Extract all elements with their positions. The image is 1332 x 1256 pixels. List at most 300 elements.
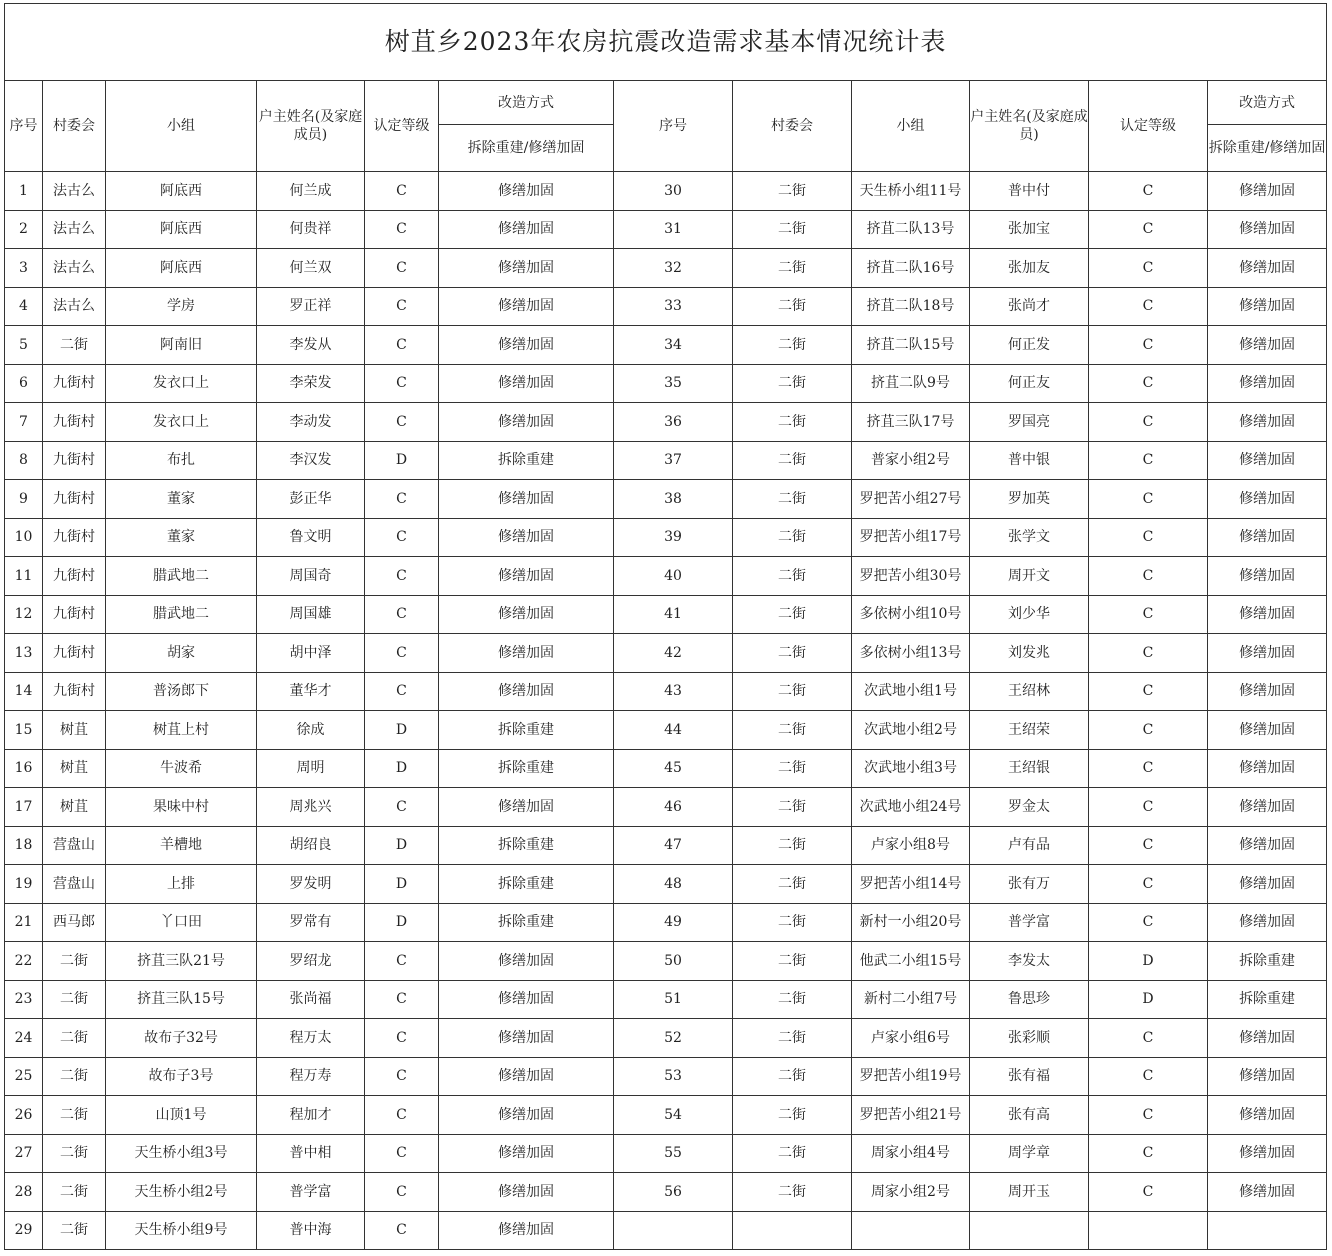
header-owner: 户主姓名(及家庭成员)	[257, 81, 365, 172]
table-row	[5, 595, 1327, 634]
cell-right-village: 二街	[733, 403, 852, 442]
cell-right-seq	[614, 1211, 733, 1250]
cell-left-level: D	[365, 711, 439, 750]
cell-left-village: 法古么	[43, 210, 106, 249]
cell-left-level: C	[365, 518, 439, 557]
cell-left-seq: 3	[5, 249, 43, 288]
cell-right-level: C	[1089, 826, 1208, 865]
cell-right-level	[1089, 1211, 1208, 1250]
cell-right-level: C	[1089, 403, 1208, 442]
cell-right-village: 二街	[733, 480, 852, 519]
cell-left-level: C	[365, 1096, 439, 1135]
cell-right-owner: 刘少华	[970, 595, 1089, 634]
cell-left-village: 九街村	[43, 518, 106, 557]
cell-right-group: 挤苴二队18号	[852, 287, 970, 326]
cell-right-seq: 47	[614, 826, 733, 865]
cell-left-method: 修缮加固	[439, 480, 614, 519]
cell-right-owner: 周开玉	[970, 1173, 1089, 1212]
table-row	[5, 788, 1327, 827]
cell-left-seq: 6	[5, 364, 43, 403]
header-group-right: 小组	[852, 81, 970, 172]
cell-left-seq: 8	[5, 441, 43, 480]
cell-left-level: C	[365, 942, 439, 981]
cell-right-level: C	[1089, 480, 1208, 519]
cell-right-group: 挤苴三队17号	[852, 403, 970, 442]
cell-left-seq: 29	[5, 1211, 43, 1250]
cell-left-level: C	[365, 634, 439, 673]
cell-left-village: 九街村	[43, 595, 106, 634]
cell-right-group: 挤苴二队9号	[852, 364, 970, 403]
table-row	[5, 326, 1327, 365]
cell-right-group: 卢家小组8号	[852, 826, 970, 865]
cell-left-level: C	[365, 788, 439, 827]
cell-right-group: 多依树小组10号	[852, 595, 970, 634]
cell-left-owner: 何兰成	[257, 172, 365, 211]
cell-right-seq: 34	[614, 326, 733, 365]
cell-left-seq: 27	[5, 1134, 43, 1173]
cell-left-method: 修缮加固	[439, 1019, 614, 1058]
cell-left-method: 修缮加固	[439, 172, 614, 211]
cell-right-seq: 42	[614, 634, 733, 673]
cell-left-seq: 19	[5, 865, 43, 904]
cell-right-method: 修缮加固	[1208, 441, 1327, 480]
cell-right-method: 修缮加固	[1208, 364, 1327, 403]
cell-left-group: 阿底西	[106, 249, 257, 288]
cell-right-method: 修缮加固	[1208, 672, 1327, 711]
cell-right-method	[1208, 1211, 1327, 1250]
cell-right-method: 修缮加固	[1208, 1173, 1327, 1212]
table-row	[5, 980, 1327, 1019]
cell-right-seq: 52	[614, 1019, 733, 1058]
cell-left-village: 九街村	[43, 634, 106, 673]
cell-right-level: C	[1089, 634, 1208, 673]
header-method-sub: 拆除重建/修缮加固	[439, 125, 614, 172]
cell-left-village: 九街村	[43, 480, 106, 519]
cell-left-level: C	[365, 364, 439, 403]
cell-right-level: C	[1089, 865, 1208, 904]
cell-right-level: C	[1089, 672, 1208, 711]
cell-right-seq: 31	[614, 210, 733, 249]
table-row	[5, 1211, 1327, 1250]
cell-left-village: 二街	[43, 1173, 106, 1212]
cell-right-owner: 刘发兆	[970, 634, 1089, 673]
cell-right-seq: 54	[614, 1096, 733, 1135]
statistics-sheet	[4, 3, 1326, 1250]
cell-right-seq: 36	[614, 403, 733, 442]
cell-left-group: 学房	[106, 287, 257, 326]
cell-left-method: 拆除重建	[439, 903, 614, 942]
cell-right-group: 罗把苦小组17号	[852, 518, 970, 557]
cell-left-seq: 17	[5, 788, 43, 827]
cell-left-village: 九街村	[43, 672, 106, 711]
cell-left-owner: 罗绍龙	[257, 942, 365, 981]
cell-left-village: 树苴	[43, 749, 106, 788]
cell-right-village: 二街	[733, 749, 852, 788]
table-row	[5, 672, 1327, 711]
header-level-right: 认定等级	[1089, 81, 1208, 172]
cell-left-owner: 普中相	[257, 1134, 365, 1173]
cell-left-owner: 程加才	[257, 1096, 365, 1135]
cell-right-method: 修缮加固	[1208, 287, 1327, 326]
cell-left-owner: 周明	[257, 749, 365, 788]
cell-right-village: 二街	[733, 711, 852, 750]
cell-left-owner: 李动发	[257, 403, 365, 442]
cell-right-village: 二街	[733, 364, 852, 403]
cell-left-level: C	[365, 249, 439, 288]
cell-right-seq: 37	[614, 441, 733, 480]
cell-left-group: 丫口田	[106, 903, 257, 942]
cell-right-village: 二街	[733, 980, 852, 1019]
cell-right-seq: 44	[614, 711, 733, 750]
cell-left-method: 修缮加固	[439, 788, 614, 827]
cell-left-village: 营盘山	[43, 865, 106, 904]
cell-left-group: 腊武地二	[106, 595, 257, 634]
cell-left-method: 修缮加固	[439, 1057, 614, 1096]
cell-right-owner	[970, 1211, 1089, 1250]
cell-left-method: 修缮加固	[439, 326, 614, 365]
cell-left-owner: 李荣发	[257, 364, 365, 403]
cell-right-village: 二街	[733, 1019, 852, 1058]
cell-right-level: C	[1089, 326, 1208, 365]
cell-right-seq: 33	[614, 287, 733, 326]
cell-left-level: C	[365, 1019, 439, 1058]
cell-right-seq: 51	[614, 980, 733, 1019]
cell-left-level: C	[365, 1057, 439, 1096]
cell-left-seq: 21	[5, 903, 43, 942]
table-row	[5, 942, 1327, 981]
cell-left-owner: 鲁文明	[257, 518, 365, 557]
cell-left-level: C	[365, 672, 439, 711]
cell-left-seq: 26	[5, 1096, 43, 1135]
cell-left-group: 挤苴三队15号	[106, 980, 257, 1019]
cell-left-seq: 1	[5, 172, 43, 211]
cell-right-method: 修缮加固	[1208, 595, 1327, 634]
cell-right-group: 多依树小组13号	[852, 634, 970, 673]
cell-right-seq: 43	[614, 672, 733, 711]
cell-left-seq: 5	[5, 326, 43, 365]
cell-left-method: 修缮加固	[439, 672, 614, 711]
cell-left-method: 修缮加固	[439, 518, 614, 557]
cell-left-method: 修缮加固	[439, 980, 614, 1019]
cell-right-method: 修缮加固	[1208, 711, 1327, 750]
cell-right-seq: 56	[614, 1173, 733, 1212]
cell-left-level: D	[365, 865, 439, 904]
cell-right-village: 二街	[733, 249, 852, 288]
cell-left-group: 果味中村	[106, 788, 257, 827]
cell-left-village: 二街	[43, 1057, 106, 1096]
cell-right-level: C	[1089, 1173, 1208, 1212]
cell-right-owner: 张有高	[970, 1096, 1089, 1135]
table-row	[5, 172, 1327, 211]
cell-right-owner: 罗金太	[970, 788, 1089, 827]
cell-right-seq: 30	[614, 172, 733, 211]
cell-right-group: 罗把苦小组21号	[852, 1096, 970, 1135]
cell-right-group: 周家小组2号	[852, 1173, 970, 1212]
table-row	[5, 249, 1327, 288]
cell-right-level: C	[1089, 788, 1208, 827]
cell-right-owner: 卢有品	[970, 826, 1089, 865]
cell-left-method: 拆除重建	[439, 441, 614, 480]
cell-left-level: C	[365, 287, 439, 326]
cell-left-group: 天生桥小组9号	[106, 1211, 257, 1250]
cell-right-method: 修缮加固	[1208, 172, 1327, 211]
page-title: 树苴乡2023年农房抗震改造需求基本情况统计表	[5, 4, 1327, 81]
cell-right-owner: 张尚才	[970, 287, 1089, 326]
cell-left-village: 九街村	[43, 557, 106, 596]
cell-left-method: 修缮加固	[439, 1211, 614, 1250]
cell-right-group: 天生桥小组11号	[852, 172, 970, 211]
cell-right-method: 修缮加固	[1208, 480, 1327, 519]
header-village-right: 村委会	[733, 81, 852, 172]
cell-right-group: 新村二小组7号	[852, 980, 970, 1019]
cell-right-owner: 罗加英	[970, 480, 1089, 519]
cell-left-group: 故布子3号	[106, 1057, 257, 1096]
cell-right-owner: 鲁思珍	[970, 980, 1089, 1019]
cell-right-group: 普家小组2号	[852, 441, 970, 480]
cell-left-level: C	[365, 1211, 439, 1250]
cell-right-village: 二街	[733, 441, 852, 480]
cell-left-seq: 7	[5, 403, 43, 442]
cell-right-village: 二街	[733, 826, 852, 865]
cell-right-village: 二街	[733, 518, 852, 557]
cell-left-group: 山顶1号	[106, 1096, 257, 1135]
cell-left-seq: 11	[5, 557, 43, 596]
header-seq-right: 序号	[614, 81, 733, 172]
table-row	[5, 1019, 1327, 1058]
cell-left-level: C	[365, 210, 439, 249]
cell-right-group: 罗把苦小组30号	[852, 557, 970, 596]
cell-left-owner: 何贵祥	[257, 210, 365, 249]
cell-left-village: 二街	[43, 942, 106, 981]
cell-right-group: 罗把苦小组27号	[852, 480, 970, 519]
statistics-table	[4, 3, 1327, 1250]
cell-right-level: C	[1089, 749, 1208, 788]
cell-right-owner: 张有万	[970, 865, 1089, 904]
cell-right-level: C	[1089, 1134, 1208, 1173]
cell-left-group: 发衣口上	[106, 403, 257, 442]
cell-left-group: 天生桥小组2号	[106, 1173, 257, 1212]
cell-left-village: 二街	[43, 1211, 106, 1250]
cell-left-level: C	[365, 172, 439, 211]
cell-left-method: 拆除重建	[439, 826, 614, 865]
header-method-right: 改造方式	[1208, 81, 1327, 125]
cell-left-group: 牛波希	[106, 749, 257, 788]
cell-left-owner: 董华才	[257, 672, 365, 711]
table-row	[5, 865, 1327, 904]
cell-left-seq: 13	[5, 634, 43, 673]
cell-right-seq: 48	[614, 865, 733, 904]
cell-right-group: 卢家小组6号	[852, 1019, 970, 1058]
cell-left-seq: 18	[5, 826, 43, 865]
cell-right-method: 拆除重建	[1208, 980, 1327, 1019]
header-owner-right: 户主姓名(及家庭成员)	[970, 81, 1089, 172]
cell-left-village: 二街	[43, 1134, 106, 1173]
header-method-sub-right: 拆除重建/修缮加固	[1208, 125, 1327, 172]
cell-left-level: D	[365, 903, 439, 942]
cell-right-owner: 王绍荣	[970, 711, 1089, 750]
cell-left-seq: 14	[5, 672, 43, 711]
table-row	[5, 903, 1327, 942]
cell-right-method: 修缮加固	[1208, 403, 1327, 442]
cell-left-group: 树苴上村	[106, 711, 257, 750]
cell-right-owner: 李发太	[970, 942, 1089, 981]
table-row	[5, 826, 1327, 865]
cell-left-owner: 罗正祥	[257, 287, 365, 326]
cell-right-method: 修缮加固	[1208, 557, 1327, 596]
cell-right-village: 二街	[733, 1134, 852, 1173]
cell-left-method: 修缮加固	[439, 1096, 614, 1135]
cell-left-owner: 程万寿	[257, 1057, 365, 1096]
cell-right-level: C	[1089, 518, 1208, 557]
cell-right-level: C	[1089, 557, 1208, 596]
header-level: 认定等级	[365, 81, 439, 172]
cell-left-owner: 周兆兴	[257, 788, 365, 827]
cell-right-level: C	[1089, 1019, 1208, 1058]
cell-left-method: 修缮加固	[439, 634, 614, 673]
cell-right-village: 二街	[733, 287, 852, 326]
table-row	[5, 1173, 1327, 1212]
cell-right-owner: 张加友	[970, 249, 1089, 288]
cell-left-village: 法古么	[43, 287, 106, 326]
table-row	[5, 557, 1327, 596]
cell-right-group	[852, 1211, 970, 1250]
cell-left-seq: 15	[5, 711, 43, 750]
cell-left-seq: 16	[5, 749, 43, 788]
cell-left-village: 树苴	[43, 788, 106, 827]
cell-left-level: C	[365, 403, 439, 442]
table-row	[5, 403, 1327, 442]
cell-left-group: 董家	[106, 480, 257, 519]
cell-left-group: 挤苴三队21号	[106, 942, 257, 981]
cell-right-owner: 何正友	[970, 364, 1089, 403]
cell-left-method: 拆除重建	[439, 749, 614, 788]
cell-right-method: 修缮加固	[1208, 1134, 1327, 1173]
cell-left-group: 羊槽地	[106, 826, 257, 865]
cell-right-seq: 49	[614, 903, 733, 942]
cell-right-level: C	[1089, 1096, 1208, 1135]
table-row	[5, 441, 1327, 480]
cell-right-village: 二街	[733, 172, 852, 211]
cell-left-group: 发衣口上	[106, 364, 257, 403]
cell-right-owner: 王绍银	[970, 749, 1089, 788]
cell-left-level: C	[365, 1173, 439, 1212]
cell-left-level: C	[365, 980, 439, 1019]
cell-left-group: 阿底西	[106, 172, 257, 211]
cell-right-owner: 张有福	[970, 1057, 1089, 1096]
table-row	[5, 1096, 1327, 1135]
cell-right-method: 修缮加固	[1208, 1057, 1327, 1096]
cell-right-owner: 周开文	[970, 557, 1089, 596]
cell-right-method: 修缮加固	[1208, 788, 1327, 827]
cell-right-owner: 王绍林	[970, 672, 1089, 711]
cell-right-village: 二街	[733, 210, 852, 249]
cell-left-owner: 普中海	[257, 1211, 365, 1250]
cell-left-seq: 25	[5, 1057, 43, 1096]
cell-left-seq: 22	[5, 942, 43, 981]
table-row	[5, 1057, 1327, 1096]
header-method: 改造方式	[439, 81, 614, 125]
cell-left-village: 营盘山	[43, 826, 106, 865]
cell-right-method: 修缮加固	[1208, 749, 1327, 788]
cell-left-seq: 4	[5, 287, 43, 326]
cell-left-group: 阿底西	[106, 210, 257, 249]
cell-left-village: 法古么	[43, 172, 106, 211]
cell-left-group: 董家	[106, 518, 257, 557]
cell-left-method: 修缮加固	[439, 364, 614, 403]
cell-right-level: C	[1089, 172, 1208, 211]
cell-left-group: 布扎	[106, 441, 257, 480]
cell-right-method: 修缮加固	[1208, 518, 1327, 557]
cell-left-village: 九街村	[43, 441, 106, 480]
header-group: 小组	[106, 81, 257, 172]
cell-left-level: C	[365, 1134, 439, 1173]
cell-right-village: 二街	[733, 1096, 852, 1135]
cell-left-seq: 23	[5, 980, 43, 1019]
cell-left-owner: 何兰双	[257, 249, 365, 288]
cell-left-owner: 罗发明	[257, 865, 365, 904]
cell-right-method: 修缮加固	[1208, 826, 1327, 865]
cell-right-owner: 普中银	[970, 441, 1089, 480]
cell-left-level: C	[365, 595, 439, 634]
cell-left-owner: 彭正华	[257, 480, 365, 519]
cell-left-level: D	[365, 441, 439, 480]
cell-left-method: 修缮加固	[439, 595, 614, 634]
cell-right-seq: 50	[614, 942, 733, 981]
cell-left-village: 九街村	[43, 364, 106, 403]
cell-right-level: C	[1089, 364, 1208, 403]
cell-right-owner: 普中付	[970, 172, 1089, 211]
cell-right-seq: 32	[614, 249, 733, 288]
cell-right-village: 二街	[733, 1173, 852, 1212]
cell-right-village: 二街	[733, 634, 852, 673]
table-row	[5, 287, 1327, 326]
cell-right-group: 罗把苦小组14号	[852, 865, 970, 904]
cell-left-village: 二街	[43, 1096, 106, 1135]
cell-right-seq: 40	[614, 557, 733, 596]
cell-right-owner: 罗国亮	[970, 403, 1089, 442]
cell-right-level: C	[1089, 1057, 1208, 1096]
table-row	[5, 711, 1327, 750]
cell-left-owner: 胡中泽	[257, 634, 365, 673]
cell-right-seq: 55	[614, 1134, 733, 1173]
cell-right-group: 罗把苦小组19号	[852, 1057, 970, 1096]
cell-left-owner: 张尚福	[257, 980, 365, 1019]
cell-left-group: 天生桥小组3号	[106, 1134, 257, 1173]
cell-left-owner: 周国雄	[257, 595, 365, 634]
cell-right-seq: 38	[614, 480, 733, 519]
cell-right-owner: 张彩顺	[970, 1019, 1089, 1058]
header-seq: 序号	[5, 81, 43, 172]
cell-left-method: 拆除重建	[439, 711, 614, 750]
cell-left-owner: 李汉发	[257, 441, 365, 480]
cell-right-method: 修缮加固	[1208, 210, 1327, 249]
cell-right-seq: 46	[614, 788, 733, 827]
cell-left-owner: 胡绍良	[257, 826, 365, 865]
cell-right-group: 次武地小组2号	[852, 711, 970, 750]
cell-right-seq: 35	[614, 364, 733, 403]
cell-left-level: C	[365, 326, 439, 365]
cell-right-level: C	[1089, 287, 1208, 326]
table-row	[5, 518, 1327, 557]
table-row	[5, 210, 1327, 249]
cell-right-owner: 周学章	[970, 1134, 1089, 1173]
cell-right-method: 修缮加固	[1208, 249, 1327, 288]
cell-right-group: 挤苴二队13号	[852, 210, 970, 249]
cell-left-seq: 28	[5, 1173, 43, 1212]
cell-left-method: 拆除重建	[439, 865, 614, 904]
cell-left-village: 二街	[43, 980, 106, 1019]
cell-left-owner: 李发从	[257, 326, 365, 365]
